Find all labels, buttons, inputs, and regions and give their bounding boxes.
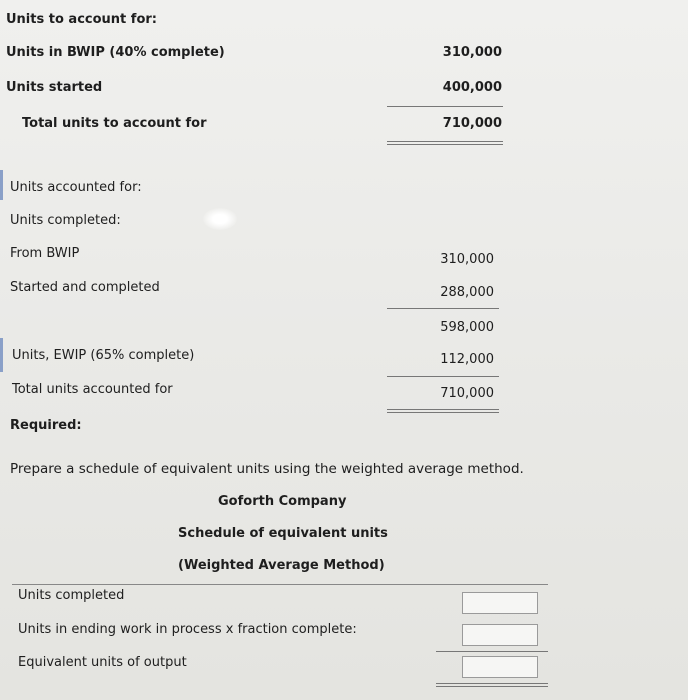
schedule-double-rule <box>436 683 548 687</box>
completed-subtotal-rule <box>387 308 499 309</box>
ewip-fraction-input[interactable] <box>462 624 538 646</box>
from-bwip-label: From BWIP <box>10 246 80 261</box>
left-edge-bar-2 <box>0 338 3 372</box>
schedule-equivalent-units-label: Equivalent units of output <box>18 655 187 670</box>
subtotal-rule <box>387 106 503 107</box>
schedule-subtotal-rule <box>436 651 548 652</box>
required-instruction: Prepare a schedule of equivalent units using the weighted average method. <box>10 461 524 477</box>
total-accounted-label: Total units accounted for <box>12 382 173 397</box>
units-to-account-heading: Units to account for: <box>6 12 157 27</box>
total-to-account-value: 710,000 <box>442 116 502 131</box>
company-name: Goforth Company <box>218 494 347 509</box>
units-completed-subheading: Units completed: <box>10 213 121 228</box>
units-started-label: Units started <box>6 80 103 95</box>
units-completed-input[interactable] <box>462 592 538 614</box>
required-label: Required: <box>10 418 82 433</box>
schedule-title: Schedule of equivalent units <box>178 526 388 541</box>
bwip-label: Units in BWIP (40% complete) <box>6 45 225 60</box>
from-bwip-value: 310,000 <box>440 252 494 267</box>
units-accounted-heading: Units accounted for: <box>10 180 142 195</box>
started-completed-label: Started and completed <box>10 280 160 295</box>
ewip-value: 112,000 <box>440 352 494 367</box>
schedule-header-rule <box>12 584 548 585</box>
ewip-label: Units, EWIP (65% complete) <box>12 348 195 363</box>
total-to-account-label: Total units to account for <box>22 116 207 131</box>
ewip-rule <box>387 376 499 377</box>
total-accounted-value: 710,000 <box>440 386 494 401</box>
schedule-method: (Weighted Average Method) <box>178 558 385 573</box>
equivalent-units-input[interactable] <box>462 656 538 678</box>
units-started-value: 400,000 <box>442 80 502 95</box>
completed-total-value: 598,000 <box>440 320 494 335</box>
photo-glare <box>203 208 237 230</box>
total-double-rule <box>387 141 503 145</box>
bwip-value: 310,000 <box>442 45 502 60</box>
left-edge-bar <box>0 170 3 200</box>
started-completed-value: 288,000 <box>440 285 494 300</box>
schedule-units-completed-label: Units completed <box>18 588 125 603</box>
accounted-double-rule <box>387 409 499 413</box>
schedule-ewip-label: Units in ending work in process x fraction complete: <box>18 622 357 637</box>
